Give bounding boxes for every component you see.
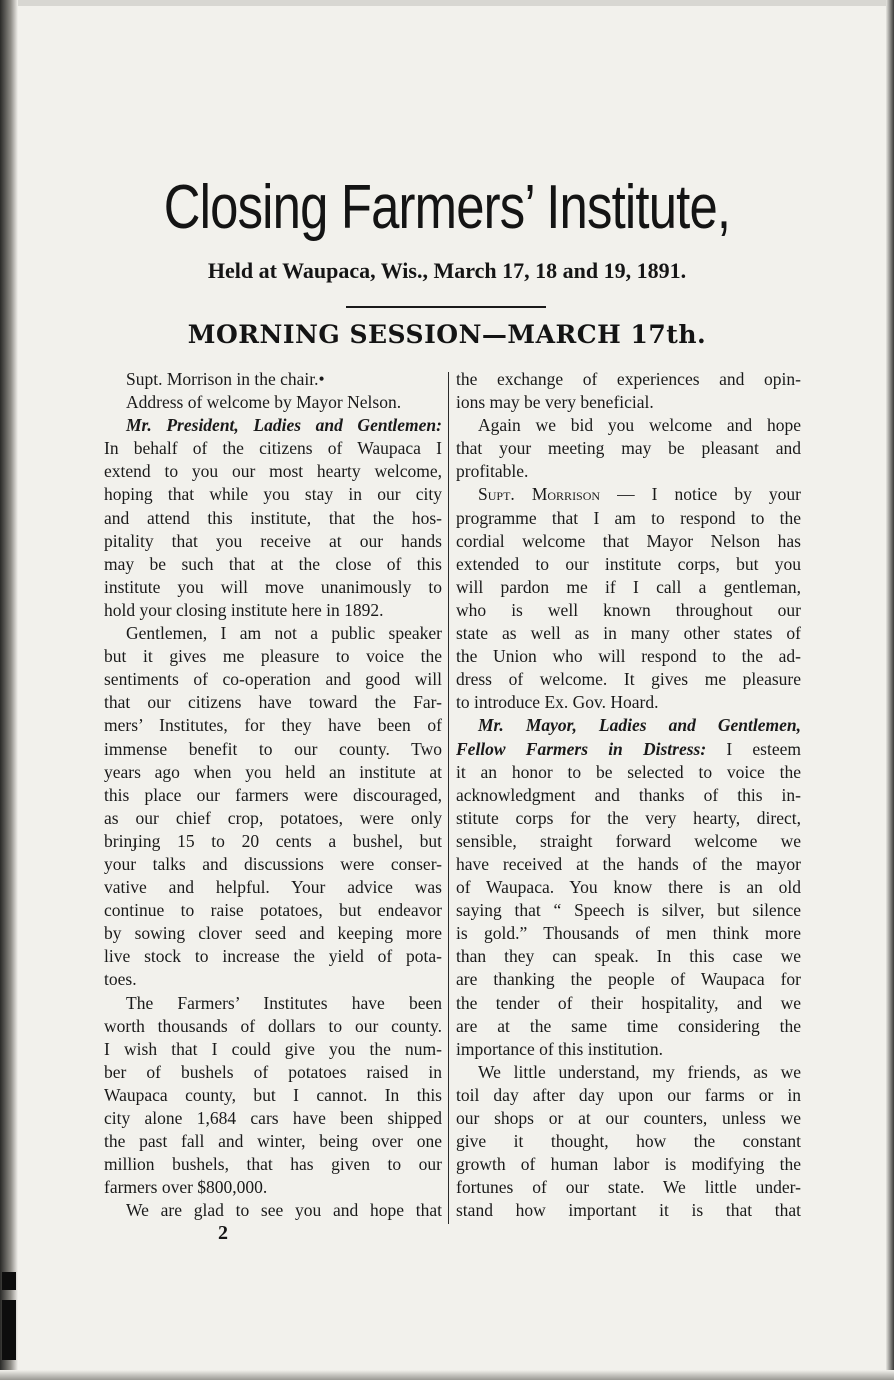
text-line: the past fall and winter, being over one [104,1131,442,1152]
text-line: sentiments of co-operation and good will [104,669,442,690]
text-line: as our chief crop, potatoes, were only [104,807,442,828]
text-line: that our citizens have toward the Far- [104,692,442,713]
text-line: who is well known throughout our [456,599,801,620]
text-line: Waupaca county, but I cannot. In this [104,1084,442,1105]
text-line: toil day after day upon our farms or in [456,1084,801,1105]
text-line: hold your closing institute here in 1892. [104,599,384,620]
text-line: immense benefit to our county. Two [104,738,442,759]
text-line: of Waupaca. You know there is an old [456,877,801,898]
text-line: may be such that at the close of this [104,553,442,574]
text-line: Mr. President, Ladies and Gentlemen: [126,415,442,436]
text-line: the exchange of experiences and opin- [456,369,801,389]
text-line: state as well as in many other states of [456,623,801,644]
text-line: live stock to increase the yield of pota- [104,946,442,967]
text-line: We little understand, my friends, as we [478,1061,801,1082]
text-line: your talks and discussions were conser- [104,853,442,874]
text-line: stand how important it is that that [456,1200,801,1221]
text-line: the tender of their hospitality, and we [456,992,801,1013]
text-line: hoping that while you stay in our city [104,484,442,505]
text-line: will pardon me if I call a gentleman, [456,576,801,597]
text-line: We are glad to see you and hope that [126,1200,442,1221]
text-line: pitality that you receive at our hands [104,530,442,551]
text-line: that your meeting may be pleasant and [456,438,801,459]
text-line: Supt. Morrison in the chair.• [126,369,325,389]
text-line: worth thousands of dollars to our county. [104,1015,442,1036]
text-line: In behalf of the citizens of Waupaca I [104,438,442,459]
text-line: are thanking the people of Waupaca for [456,969,801,990]
text-line: the Union who will respond to the ad- [456,646,801,667]
text-line: extended to our institute corps, but you [456,553,801,574]
text-line: have received at the hands of the mayor [456,853,801,874]
text-line: stitute corps for the very hearty, direct, [456,807,801,828]
text-line: are at the same time considering the [456,1015,801,1036]
text-line: ions may be very beneficial. [456,392,654,413]
column-divider [448,372,449,1224]
text-line: Address of welcome by Mayor Nelson. [126,392,402,413]
right-column [456,368,801,1222]
page-left-edge [0,0,18,1380]
text-line: programme that I am to respond to the [456,507,801,528]
text-line: Supt. Morrison — I notice by your [478,484,801,505]
text-line: is gold.” Thousands of men think more [456,923,801,944]
text-line: years ago when you held an institute at [104,761,442,782]
text-line: by sowing clover seed and keeping more [104,923,442,944]
page-bottom-edge [0,1370,894,1380]
text-line: growth of human labor is modifying the [456,1154,801,1175]
page-right-edge [886,0,894,1380]
text-line: sensible, straight forward welcome we [456,830,801,851]
text-line: importance of this institution. [456,1038,664,1059]
text-line: toes. [104,969,137,990]
text-line: and attend this institute, that the hos- [104,507,442,528]
page-top-edge [0,0,894,6]
text-line: it an honor to be selected to voice the [456,761,801,782]
text-line: Mr. Mayor, Ladies and Gentlemen, [478,715,801,736]
title-rule [346,306,546,308]
text-line: continue to raise potatoes, but endeavor [104,900,442,921]
text-line: dress of welcome. It gives me pleasure [456,669,801,690]
session-heading: MORNING SESSION—MARCH 17th. [187,320,707,349]
text-line: Again we bid you welcome and hope [478,415,801,436]
text-line: Fellow Farmers in Distress: I esteem [456,738,801,759]
text-line: mers’ Institutes, for they have been of [104,715,442,736]
left-column [104,368,442,1222]
text-line: extend to you our most hearty welcome, [104,461,442,482]
text-line: farmers over $800,000. [104,1177,268,1198]
text-line: this place our farmers were discouraged, [104,784,442,805]
text-line: brinɟing 15 to 20 cents a bushel, but [104,830,442,851]
text-line: The Farmers’ Institutes have been [126,992,442,1013]
text-line: acknowledgment and thanks of this in- [456,784,801,805]
text-line: to introduce Ex. Gov. Hoard. [456,692,659,713]
text-line: city alone 1,684 cars have been shipped [104,1108,442,1128]
text-line: give it thought, how the constant [456,1131,801,1152]
text-line: ber of bushels of potatoes raised in [104,1061,442,1082]
document-title: Closing Farmers’ Institute, [163,173,731,242]
text-line: profitable. [456,461,529,482]
text-line: vative and helpful. Your advice was [104,877,442,898]
text-line: our shops or at our counters, unless we [456,1108,801,1128]
binding-mark [2,1300,16,1360]
text-line: fortunes of our state. We little under- [456,1177,801,1198]
text-line: cordial welcome that Mayor Nelson has [456,530,801,551]
text-line: institute you will move unanimously to [104,576,442,597]
text-line: million bushels, that has given to our [104,1154,442,1175]
text-line: saying that “ Speech is silver, but silence [456,900,801,921]
text-line: I wish that I could give you the num- [104,1038,442,1059]
document-subtitle: Held at Waupaca, Wis., March 17, 18 and 19, 1891. [207,258,687,283]
text-line: than they can speak. In this case we [456,946,801,967]
page-number: 2 [218,1222,228,1244]
binding-mark [2,1272,16,1290]
text-line: Gentlemen, I am not a public speaker [126,623,442,644]
text-line: but it gives me pleasure to voice the [104,646,442,667]
